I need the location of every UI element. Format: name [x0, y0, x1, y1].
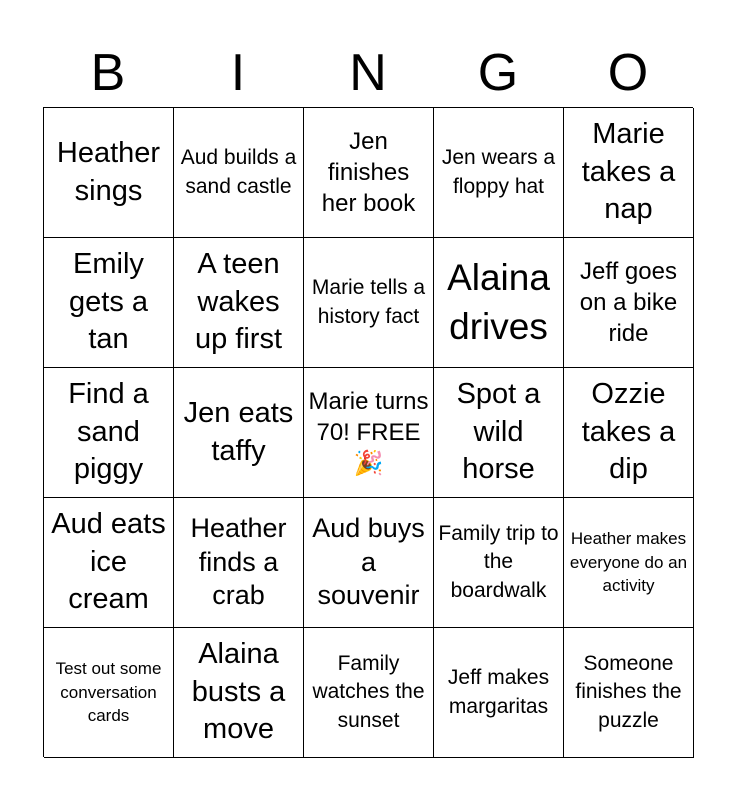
bingo-cell[interactable]: [304, 628, 434, 758]
bingo-cell[interactable]: [564, 368, 694, 498]
bingo-cell[interactable]: [434, 238, 564, 368]
cell-text: Test out some conversation cards: [55, 658, 162, 726]
cell-text: Family watches the sunset: [312, 651, 425, 732]
cell-text: Marie takes a nap: [581, 117, 676, 226]
cell-text: Aud builds a sand castle: [180, 146, 297, 198]
cell-text: Family trip to the boardwalk: [438, 521, 559, 602]
bingo-cell[interactable]: [564, 628, 694, 758]
bingo-board: [43, 107, 693, 757]
cell-text: Marie turns 70! FREE 🎉: [308, 387, 429, 478]
cell-text: Alaina drives: [447, 257, 550, 347]
header-letter-n: N: [349, 44, 387, 102]
bingo-header: [43, 40, 693, 106]
bingo-cell[interactable]: [304, 238, 434, 368]
bingo-cell[interactable]: [434, 498, 564, 628]
cell-text: Aud buys a souvenir: [312, 512, 425, 611]
cell-text: Jen wears a floppy hat: [441, 146, 556, 198]
bingo-cell[interactable]: [304, 108, 434, 238]
header-letter-g: G: [477, 44, 519, 102]
cell-text: Aud eats ice cream: [51, 507, 166, 616]
bingo-cell[interactable]: [44, 368, 174, 498]
bingo-cell[interactable]: [434, 368, 564, 498]
cell-text: Jeff goes on a bike ride: [579, 257, 678, 348]
bingo-cell[interactable]: [44, 498, 174, 628]
cell-text: Heather makes everyone do an activity: [569, 528, 688, 596]
bingo-cell[interactable]: [44, 108, 174, 238]
cell-text: A teen wakes up first: [194, 247, 283, 356]
cell-text: Jen finishes her book: [321, 127, 416, 218]
bingo-cell[interactable]: [174, 238, 304, 368]
cell-text: Marie tells a history fact: [311, 276, 426, 328]
cell-text: Someone finishes the puzzle: [575, 651, 682, 732]
header-letter-i: I: [230, 44, 246, 102]
cell-text: Spot a wild horse: [456, 377, 541, 486]
free-space-cell[interactable]: [304, 368, 434, 498]
bingo-cell[interactable]: [174, 498, 304, 628]
cell-text: Heather sings: [56, 136, 161, 207]
bingo-cell[interactable]: [434, 628, 564, 758]
cell-text: Jeff makes margaritas: [447, 666, 550, 718]
bingo-cell[interactable]: [174, 368, 304, 498]
header-letter-o: O: [607, 44, 649, 102]
bingo-cell[interactable]: [304, 498, 434, 628]
cell-text: Alaina busts a move: [191, 637, 286, 746]
bingo-cell[interactable]: [564, 498, 694, 628]
bingo-cell[interactable]: [564, 238, 694, 368]
cell-text: Jen eats taffy: [183, 396, 294, 467]
header-letter-b: B: [90, 44, 126, 102]
cell-text: Ozzie takes a dip: [581, 377, 676, 486]
bingo-cell[interactable]: [44, 238, 174, 368]
bingo-cell[interactable]: [44, 628, 174, 758]
cell-text: Find a sand piggy: [68, 377, 149, 486]
bingo-cell[interactable]: [174, 628, 304, 758]
bingo-cell[interactable]: [564, 108, 694, 238]
cell-text: Heather finds a crab: [190, 512, 287, 611]
bingo-cell[interactable]: [434, 108, 564, 238]
cell-text: Emily gets a tan: [69, 247, 148, 356]
bingo-cell[interactable]: [174, 108, 304, 238]
